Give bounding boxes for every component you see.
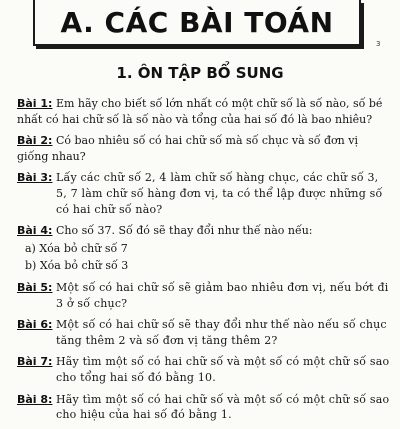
problem-8 [0, 392, 400, 423]
problem-label: Bài 1: [17, 97, 53, 110]
problem-text: Hãy tìm một số có hai chữ số và một số có một chữ số sao cho hiệu của hai số đó bằng 1. [56, 392, 390, 422]
problem-3 [0, 170, 400, 217]
margin-mark: 3 [376, 40, 381, 48]
problem-1 [0, 96, 400, 127]
problem-subitem-a: a) Xóa bỏ chữ số 7 [25, 241, 128, 255]
problem-subitem-b: b) Xóa bỏ chữ số 3 [25, 259, 129, 273]
section-title: 1. ÔN TẬP BỔ SUNG [116, 64, 284, 82]
problem-text: Em hãy cho biết số lớn nhất có một chữ số là số nào, số bé nhất có hai chữ số là số nào và tổng của hai số đó là bao nhiêu? [17, 97, 383, 126]
problem-label: Bài 2: [17, 134, 53, 148]
problem-text: Hãy tìm một số có hai chữ số và một số có một chữ số sao cho tổng hai số đó bằng 10. [56, 355, 390, 384]
problem-label: Bài 5: [17, 280, 53, 294]
problem-5 [0, 280, 400, 311]
problem-label: Bài 3: [17, 171, 53, 185]
problem-text: Cho số 37. Số đó sẽ thay đổi như thế nào nếu: [55, 224, 313, 238]
problem-text: Lấy các chữ số 2, 4 làm chữ số hàng chục, các chữ số 3, 5, 7 làm chữ số hàng đơn vị, ta có thể lập được những số có hai chữ số nào? [56, 171, 383, 216]
chapter-title: A. CÁC BÀI TOÁN [60, 5, 334, 39]
problem-label: Bài 4: [17, 224, 53, 238]
problem-label: Bài 8: [17, 392, 53, 406]
problem-4 [0, 223, 400, 274]
problem-6 [0, 317, 400, 348]
problem-label: Bài 6: [17, 318, 53, 332]
problem-label: Bài 7: [17, 355, 53, 369]
problem-text: Một số có hai chữ số sẽ thay đổi như thế nào nếu số chục tăng thêm 2 và số đơn vị tăng thêm 2? [56, 318, 387, 347]
problem-list [0, 96, 400, 429]
problem-text: Có bao nhiêu số có hai chữ số mà số chục và số đơn vị giống nhau? [17, 134, 358, 163]
problem-text: Một số có hai chữ số sẽ giảm bao nhiêu đơn vị, nếu bớt đi 3 ở số chục? [56, 280, 389, 310]
problem-7 [0, 354, 400, 385]
problem-2 [0, 133, 400, 164]
chapter-title-box [33, 0, 361, 46]
